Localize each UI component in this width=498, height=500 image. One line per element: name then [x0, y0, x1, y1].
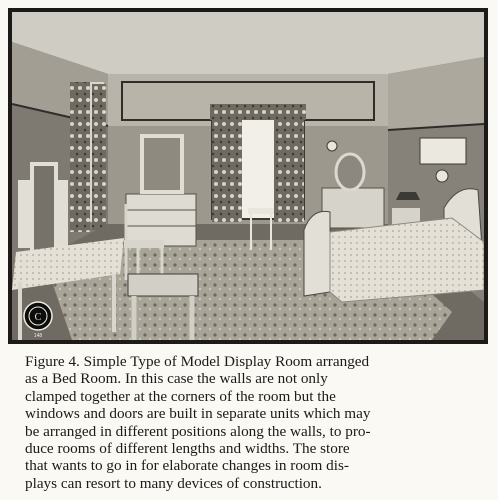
right-mirror — [336, 154, 364, 190]
back-curtain-right — [274, 118, 304, 222]
caption-line: be arranged in different positions along the walls, to pro- — [25, 422, 371, 440]
caption-line: windows and doors are built in separate units which may — [25, 405, 371, 423]
bed-footboard — [304, 211, 330, 296]
vanity-mirror-right — [56, 180, 68, 248]
left-dresser — [126, 194, 196, 246]
caption-line: as a Bed Room. In this case the walls are not only — [25, 370, 328, 388]
stamp-letter: C — [34, 312, 42, 323]
bedspread — [330, 218, 484, 302]
bench — [128, 274, 198, 296]
table-lamp — [396, 192, 420, 200]
caption-line: that wants to go in for elaborate changes in room dis- — [25, 457, 349, 475]
back-wall-plate — [327, 141, 337, 151]
left-curtain — [70, 82, 90, 232]
right-dresser — [322, 188, 384, 228]
bedroom-scene — [12, 12, 484, 340]
caption-line: Figure 4. Simple Type of Model Display Room arranged — [25, 353, 370, 370]
caption-line: plays can resort to many devices of construction. — [25, 474, 322, 492]
chair — [124, 240, 164, 248]
back-window-valance — [210, 104, 306, 120]
caption-line: clamped together at the corners of the room but the — [25, 387, 336, 405]
photo-frame — [8, 8, 488, 344]
vanity-mirror-center — [32, 164, 56, 254]
figure-caption — [25, 353, 485, 492]
bedroom-photograph — [12, 12, 484, 340]
vanity-mirror-left — [18, 180, 32, 248]
wall-picture — [420, 138, 466, 164]
dresser-mirror — [142, 136, 182, 192]
wall-plate — [436, 170, 448, 182]
window-table — [248, 208, 274, 214]
ceiling — [12, 12, 484, 74]
caption-line: duce rooms of different lengths and widths. The store — [25, 440, 350, 458]
stamp-number: 148 — [33, 333, 43, 339]
back-curtain-left — [212, 118, 242, 222]
